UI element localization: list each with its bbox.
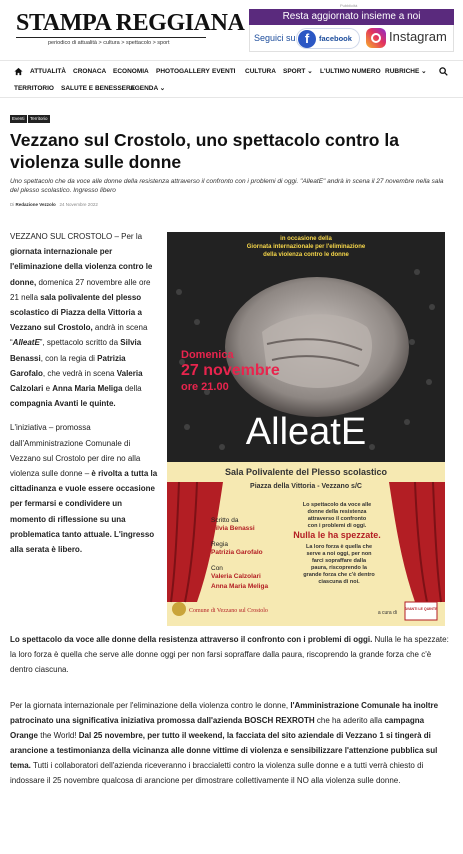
occasion-line: in occasione della bbox=[280, 236, 332, 242]
nav-item-salute[interactable]: SALUTE E BENESSERE bbox=[61, 85, 136, 92]
chevron-down-icon: ⌄ bbox=[159, 85, 166, 92]
nav-item-territorio[interactable]: TERRITORIO bbox=[14, 85, 54, 92]
poster-credit: a cura di bbox=[377, 610, 397, 616]
nav-item-sport[interactable] bbox=[283, 67, 313, 77]
p1-text: domenica 27 novembre alle ore 21 nella bbox=[10, 277, 151, 302]
article-meta bbox=[10, 202, 98, 207]
p1-bold: Valeria Calzolari bbox=[10, 368, 143, 394]
seguici-label: Seguici su bbox=[254, 33, 296, 43]
description-line: serve a noi oggi, per non bbox=[306, 551, 372, 557]
nav-item-photogallery[interactable]: PHOTOGALLERY bbox=[156, 68, 210, 75]
poster-tagline: Nulla le ha spezzate. bbox=[293, 530, 381, 540]
description-line: Lo spettacolo da voce alle bbox=[302, 502, 372, 508]
paragraph-3 bbox=[10, 632, 450, 677]
poster-venue: Sala Polivalente del Plesso scolastico bbox=[224, 467, 388, 477]
p4-text: Per la giornata internazionale per l'eliminazione della violenza contro le donne, bbox=[10, 701, 291, 710]
paragraph-4 bbox=[10, 698, 450, 788]
p4-text: che ha aderito alla bbox=[314, 716, 385, 725]
search-icon[interactable] bbox=[439, 67, 448, 76]
p1-bold: Patrizia Garofalo bbox=[10, 353, 126, 378]
p4-text: Tutti i collaboratori dell'azienda riceveranno i braccialetti contro la violenza sulle donne e a tutti verrà chiesto di indossare il 25 novembre qualcosa di arancione per dimostrare collettivamente il NO alla violenza sulle donne. bbox=[10, 761, 424, 785]
poster-description bbox=[303, 502, 371, 529]
article-subtitle: Uno spettacolo che da voce alle donne della resistenza attraverso il confronto con i problemi di oggi. "AlleatE" andrà in scena il 27 novembre nella sala del plesso scolastico. Ingresso libero bbox=[10, 178, 444, 194]
nav-item-cultura[interactable]: CULTURA bbox=[245, 68, 276, 75]
poster-address: Piazza della Vittoria - Vezzano s/C bbox=[250, 483, 362, 490]
article-date: 24 Novembre 2022 bbox=[59, 202, 98, 207]
credit-label: Scritto da bbox=[211, 517, 239, 524]
comune-crest-icon bbox=[172, 602, 186, 616]
nav-item-rubriche-label: RUBRICHE bbox=[385, 68, 420, 75]
paragraph-1 bbox=[10, 229, 160, 411]
paragraph-2 bbox=[10, 420, 160, 557]
p4-bold: campagna Orange bbox=[10, 716, 425, 740]
description-line: La loro forza è quella che bbox=[305, 544, 373, 550]
site-logo[interactable]: STAMPA REGGIANA bbox=[16, 10, 245, 36]
event-poster bbox=[167, 232, 445, 626]
p1-text: e bbox=[43, 384, 53, 394]
credit-value: Anna Maria Meliga bbox=[211, 583, 269, 590]
chevron-down-icon: ⌄ bbox=[421, 68, 427, 75]
logo-rule bbox=[16, 37, 206, 38]
nav-item-attualita[interactable]: ATTUALITÀ bbox=[30, 68, 66, 75]
description-line: donne della resistenza bbox=[307, 509, 367, 515]
p1-bold: Silvia Benassi bbox=[10, 338, 142, 363]
poster-show-title: AlleatE bbox=[245, 411, 367, 453]
p3-bold: Lo spettacolo da voce alle donne della resistenza attraverso il confronto con i problemi di oggi. bbox=[10, 635, 373, 644]
p2-bold: è rivolta a tutta la cittadinanza e vuole essere occasione per fermarsi e condividere un momento di riflessione su una problematica tanto attuale. L'ingresso alla serata è libero. bbox=[10, 469, 158, 555]
occasion-line: Giornata internazionale per l'eliminazione bbox=[246, 244, 366, 250]
instagram-icon[interactable] bbox=[366, 28, 386, 48]
company-logo bbox=[405, 602, 437, 620]
facebook-icon: f bbox=[298, 30, 316, 48]
p1-text: ”, spettacolo scritto da bbox=[39, 338, 121, 348]
tag-territorio[interactable]: Territorio bbox=[30, 116, 48, 121]
nav-item-ultimo-numero[interactable]: L'ULTIMO NUMERO bbox=[320, 68, 381, 75]
nav-item-cronaca[interactable]: CRONACA bbox=[73, 68, 107, 75]
poster-date: 27 novembre bbox=[181, 362, 280, 379]
occasion-line: della violenza contro le donne bbox=[263, 252, 349, 258]
ad-label: Pubblicità bbox=[340, 3, 358, 8]
article-body-column bbox=[10, 229, 160, 566]
description-line: farci sopraffare dalla bbox=[311, 558, 367, 564]
social-banner[interactable] bbox=[249, 9, 454, 52]
site-header bbox=[0, 0, 463, 58]
facebook-button[interactable] bbox=[296, 28, 360, 49]
p1-text: , che vedrà in scena bbox=[42, 368, 117, 378]
p1-text: della bbox=[122, 384, 142, 394]
description-line: con i problemi di oggi. bbox=[307, 523, 367, 529]
p4-text: the World! bbox=[38, 731, 79, 740]
nav-item-agenda[interactable] bbox=[130, 84, 165, 94]
p2-text: L'iniziativa – promossa dall'Amministrazione Comunale di Vezzano sul Crostolo per dire no alla violenza sulle donne – bbox=[10, 423, 141, 479]
nav-item-agenda-label: AGENDA bbox=[130, 85, 158, 92]
instagram-label[interactable]: Instagram bbox=[389, 29, 447, 44]
credit-value: Patrizia Garofalo bbox=[211, 549, 263, 556]
description-line: grande forza che c'è dentro bbox=[303, 572, 375, 578]
p1-text: Per la bbox=[121, 232, 143, 241]
poster-comune: Comune di Vezzano sul Crostolo bbox=[189, 608, 268, 614]
poster-time: ore 21.00 bbox=[181, 381, 229, 393]
nav-item-economia[interactable]: ECONOMIA bbox=[113, 68, 149, 75]
main-nav bbox=[0, 60, 463, 98]
banner-social bbox=[249, 25, 454, 52]
description-line: ciascuna di noi. bbox=[318, 579, 360, 585]
facebook-label: facebook bbox=[319, 34, 352, 43]
home-icon[interactable] bbox=[14, 67, 23, 76]
p4-bold: Dal 25 novembre, per tutto il weekend, la facciata del sito aziendale di Vezzano 1 si tingerà di arancione a testimonianza della vicinanza alle donne vittime di violenza e sensibilizzare l'attenzione pubblica sul tema. bbox=[10, 731, 438, 770]
p1-bold: giornata internazionale per l'eliminazione della violenza contro le donne, bbox=[10, 247, 153, 287]
p1-text: , con la regia di bbox=[40, 353, 98, 363]
nav-item-eventi[interactable]: EVENTI bbox=[212, 68, 236, 75]
p1-bold: Anna Maria Meliga bbox=[52, 384, 123, 394]
p3-text: Nulla le ha spezzate: la loro forza è quella che serve alle donne oggi per non farsi sopraffare dalla paura, riscoprendo la grande forza che c'è dentro ciascuna. bbox=[10, 635, 449, 674]
p4-bold: l'Amministrazione Comunale ha inoltre patrocinato una significativa iniziativa promossa dall'azienda BOSCH REXROTH bbox=[10, 701, 439, 725]
credit-label: Regia bbox=[211, 541, 228, 548]
site-tagline: periodico di attualità > cultura > spettacolo > sport bbox=[48, 40, 170, 46]
p1-text: andrà in scena “ bbox=[10, 323, 148, 348]
poster-graphic bbox=[167, 232, 445, 626]
poster-day: Domenica bbox=[181, 349, 234, 361]
tag-eventi[interactable]: Eventi bbox=[12, 116, 25, 121]
description-line: paura, riscoprendo la bbox=[311, 565, 367, 571]
credit-value: Valeria Calzolari bbox=[211, 573, 261, 580]
nav-item-rubriche[interactable] bbox=[385, 67, 427, 77]
p1-bold: sala polivalente del plesso scolastico di Piazza della Vittoria a Vezzano sul Crostolo, bbox=[10, 292, 142, 333]
banner-title: Resta aggiornato insieme a noi bbox=[249, 9, 454, 25]
chevron-down-icon: ⌄ bbox=[307, 68, 313, 75]
nav-item-sport-label: SPORT bbox=[283, 68, 306, 75]
dateline: VEZZANO SUL CROSTOLO – bbox=[10, 232, 122, 241]
credit-value: Silvia Benassi bbox=[211, 525, 255, 532]
p1-bold: compagnia Avanti le quinte. bbox=[10, 399, 116, 409]
article-title: Vezzano sul Crostolo, uno spettacolo contro la violenza sulle donne bbox=[10, 130, 399, 172]
company-logo-text: AVANTI LE QUINTE bbox=[404, 607, 438, 611]
author-prefix: Di bbox=[10, 202, 15, 207]
credit-label: Con bbox=[211, 565, 223, 572]
show-title-inline: AlleatE bbox=[12, 338, 40, 348]
description-line: attraverso il confronto bbox=[307, 516, 367, 522]
author-link[interactable]: Redazione Vezzolo bbox=[15, 202, 56, 207]
